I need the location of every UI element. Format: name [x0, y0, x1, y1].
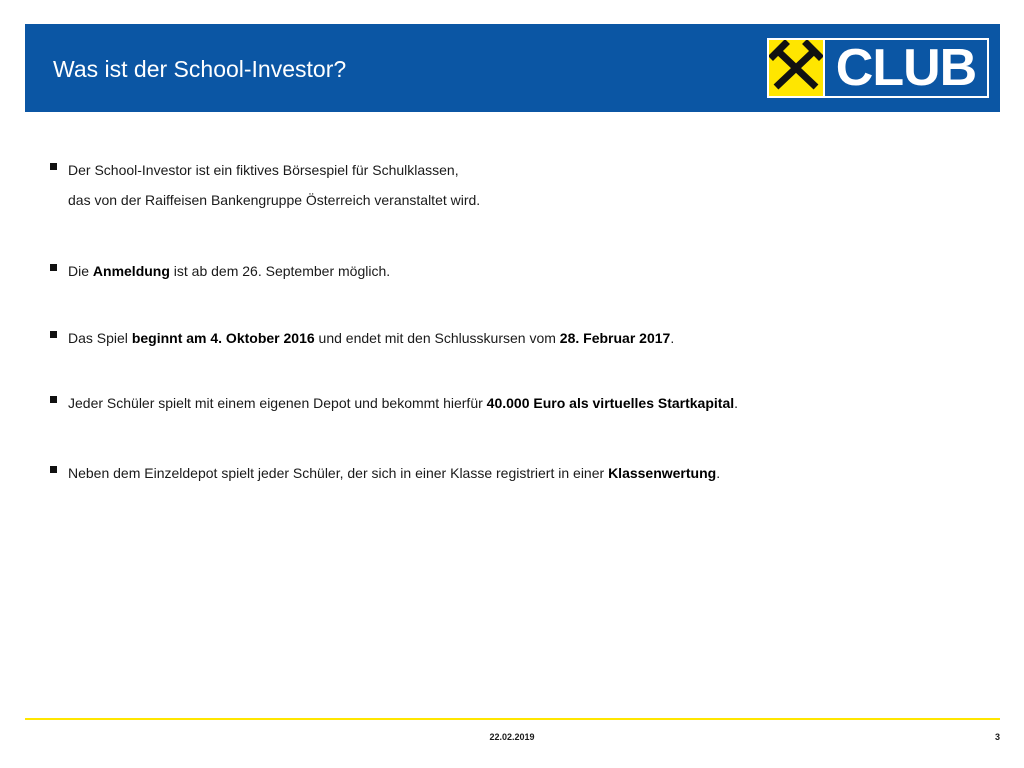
text-run: Das Spiel — [68, 330, 132, 346]
text-run: Neben dem Einzeldepot spielt jeder Schüler, der sich in einer Klasse registriert in einer — [68, 465, 609, 481]
bold-text: beginnt am 4. Oktober 2016 — [131, 330, 315, 346]
bullet-text — [68, 393, 738, 413]
bullet-text — [68, 463, 720, 483]
bullet-text — [68, 261, 390, 281]
bullet-line: das von der Raiffeisen Bankengruppe Österreich veranstaltet wird. — [68, 192, 481, 208]
bullet-square-icon — [50, 163, 57, 170]
logo-text: CLUB — [835, 39, 977, 97]
bullet-square-icon — [50, 264, 57, 271]
bullet-square-icon — [50, 331, 57, 338]
bullet-square-icon — [50, 396, 57, 403]
bullet-line: Der School-Investor ist ein fiktives Börsespiel für Schulklassen, — [68, 162, 459, 178]
text-run: und endet mit den Schlusskursen vom — [314, 330, 560, 346]
text-run: Jeder Schüler spielt mit einem eigenen Depot und bekommt hierfür — [68, 395, 487, 411]
slide-title: Was ist der School-Investor? — [53, 56, 347, 82]
text-run: Die — [68, 263, 93, 279]
club-logo — [767, 38, 989, 98]
page-number: 3 — [994, 732, 1000, 742]
text-run: . — [716, 465, 721, 481]
text-run: . — [670, 330, 675, 346]
bold-text: 40.000 Euro als virtuelles Startkapital — [486, 395, 735, 411]
bullet-text — [68, 160, 480, 210]
text-run: ist ab dem 26. September möglich. — [169, 263, 391, 279]
bullet-square-icon — [50, 466, 57, 473]
raiffeisen-gable-cross-icon — [769, 40, 825, 96]
bold-text: Klassenwertung — [608, 465, 717, 481]
footer-rule — [25, 718, 1000, 720]
text-run: . — [734, 395, 739, 411]
bold-text: 28. Februar 2017 — [559, 330, 671, 346]
bullet-text — [68, 328, 674, 348]
footer-date: 22.02.2019 — [489, 732, 535, 742]
bold-text: Anmeldung — [92, 263, 170, 279]
header-bar — [25, 24, 1000, 112]
